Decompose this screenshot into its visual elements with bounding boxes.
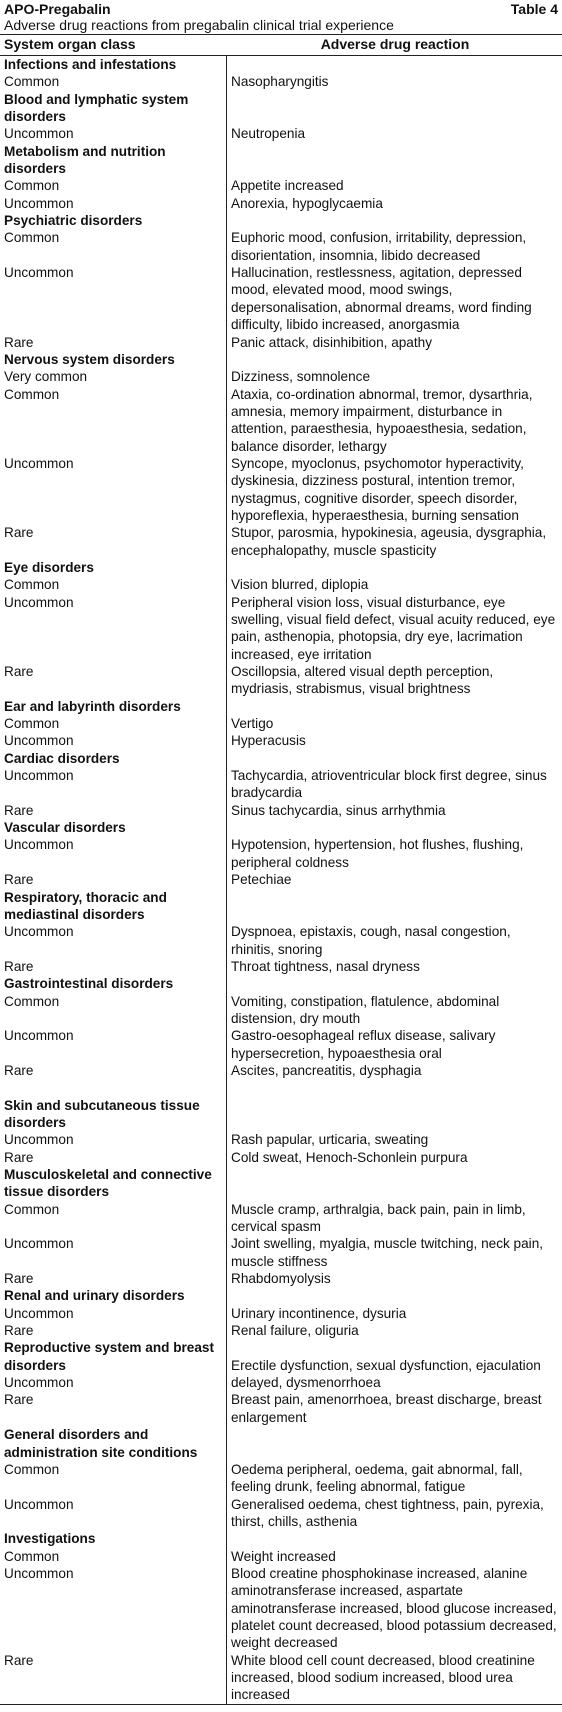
section-header-row — [0, 1097, 562, 1132]
table-row — [0, 1461, 562, 1496]
section-header-row — [0, 91, 562, 126]
section-header: Ear and labyrinth disorders — [4, 698, 181, 714]
table-row — [0, 836, 562, 871]
table-row — [0, 334, 562, 351]
table-caption: Adverse drug reactions from pregabalin clinical trial experience — [4, 17, 394, 33]
section-header-row — [0, 889, 562, 924]
reaction-cell: White blood cell count decreased, blood creatinine increased, blood sodium increased, blood urea increased — [231, 1652, 535, 1703]
frequency-cell: Uncommon — [4, 265, 74, 281]
section-header: Cardiac disorders — [4, 750, 120, 766]
reaction-cell: Oscillopsia, altered visual depth perception, mydriasis, strabismus, visual brightness — [231, 664, 494, 697]
frequency-cell: Common — [4, 993, 60, 1009]
table-row — [0, 923, 562, 958]
reaction-cell: Throat tightness, nasal dryness — [231, 958, 420, 974]
table-row — [0, 386, 562, 455]
reaction-cell: Appetite increased — [231, 178, 344, 194]
frequency-cell: Common — [4, 1201, 60, 1217]
frequency-cell: Common — [4, 577, 60, 593]
table-row — [0, 1149, 562, 1166]
reaction-cell: Breast pain, amenorrhoea, breast discharge, breast enlargement — [231, 1392, 542, 1425]
section-header-row — [0, 750, 562, 767]
reaction-cell: Anorexia, hypoglycaemia — [231, 195, 383, 211]
frequency-cell: Rare — [4, 334, 34, 350]
section-header-row — [0, 1530, 562, 1547]
reaction-cell: Ataxia, co-ordination abnormal, tremor, dysarthria, amnesia, memory impairment, disturbance in attention, paraesthesia, hypoaesthesia, sedation, balance disorder, lethargy — [231, 386, 533, 454]
table-bottom-rule — [0, 1704, 562, 1705]
frequency-cell: Rare — [4, 1323, 34, 1339]
table-row — [0, 229, 562, 264]
frequency-cell: Uncommon — [4, 1496, 74, 1512]
section-header: Vascular disorders — [4, 820, 126, 836]
table-row — [0, 1391, 562, 1426]
table-row — [0, 576, 562, 593]
frequency-cell: Rare — [4, 1271, 34, 1287]
table-number-label: Table 4 — [510, 1, 558, 17]
reaction-cell: Hypotension, hypertension, hot flushes, flushing, peripheral coldness — [231, 837, 524, 870]
frequency-cell: Uncommon — [4, 837, 74, 853]
reaction-cell: Sinus tachycardia, sinus arrhythmia — [231, 802, 446, 818]
table-row — [0, 958, 562, 975]
table-row — [0, 1305, 562, 1322]
reaction-cell: Neutropenia — [231, 126, 306, 142]
frequency-cell: Common — [4, 386, 60, 402]
table-row — [0, 455, 562, 524]
frequency-cell: Rare — [4, 872, 34, 888]
section-header: Renal and urinary disorders — [4, 1288, 185, 1304]
frequency-cell: Uncommon — [4, 126, 74, 142]
section-header-row — [0, 1287, 562, 1304]
reaction-cell: Blood creatine phosphokinase increased, alanine aminotransferase increased, aspartate aminotransferase increased, blood glucose increased, platelet count decreased, blood potassium decreased, weight decreased — [231, 1565, 557, 1651]
reaction-cell: Euphoric mood, confusion, irritability, depression, disorientation, insomnia, libido decreased — [231, 230, 527, 263]
reaction-cell: Tachycardia, atrioventricular block first degree, sinus bradycardia — [231, 768, 547, 801]
frequency-cell: Uncommon — [4, 594, 74, 610]
reaction-cell: Gastro-oesophageal reflux disease, salivary hypersecretion, hypoaesthesia oral — [231, 1028, 496, 1061]
document-title: APO-Pregabalin — [4, 1, 111, 17]
section-header: Respiratory, thoracic and mediastinal disorders — [4, 889, 167, 922]
frequency-cell: Uncommon — [4, 924, 74, 940]
section-header-row — [0, 1339, 562, 1391]
frequency-cell: Uncommon — [4, 195, 74, 211]
table-row — [0, 1062, 562, 1079]
reaction-cell: Rhabdomyolysis — [231, 1271, 331, 1287]
section-header: General disorders and administration site conditions — [4, 1427, 198, 1460]
reaction-cell: Rash papular, urticaria, sweating — [231, 1132, 429, 1148]
section-header-row — [0, 351, 562, 368]
table-row — [0, 1496, 562, 1531]
table-row — [0, 663, 562, 698]
reaction-cell: Vertigo — [231, 716, 274, 732]
section-header-row — [0, 559, 562, 576]
table-row — [0, 993, 562, 1028]
section-header-row — [0, 1166, 562, 1201]
reaction-cell: Urinary incontinence, dysuria — [231, 1305, 407, 1321]
table-row — [0, 195, 562, 212]
frequency-cell: Uncommon — [4, 1028, 74, 1044]
frequency-cell: Common — [4, 74, 60, 90]
frequency-cell: Rare — [4, 664, 34, 680]
frequency-cell: Uncommon — [4, 1305, 74, 1321]
table-row — [0, 368, 562, 385]
table-row — [0, 1131, 562, 1148]
frequency-cell: Uncommon — [4, 1565, 74, 1581]
section-header-row — [0, 212, 562, 229]
column-header-system-organ-class: System organ class — [4, 36, 136, 52]
table-row — [0, 1652, 562, 1704]
frequency-cell: Rare — [4, 1652, 34, 1668]
section-spacer — [0, 1079, 562, 1096]
frequency-cell: Common — [4, 1461, 60, 1477]
table-row — [0, 125, 562, 142]
table-body — [0, 56, 562, 1704]
table-row — [0, 732, 562, 749]
section-header-row — [0, 819, 562, 836]
frequency-cell: Rare — [4, 1392, 34, 1408]
frequency-cell: Uncommon — [4, 1236, 74, 1252]
section-header: Musculoskeletal and connective tissue disorders — [4, 1167, 212, 1200]
section-header: Skin and subcutaneous tissue disorders — [4, 1097, 200, 1130]
table-row — [0, 73, 562, 90]
reaction-cell: Stupor, parosmia, hypokinesia, ageusia, dysgraphia, encephalopathy, muscle spasticity — [231, 525, 547, 558]
table-row — [0, 1027, 562, 1062]
reaction-cell: Joint swelling, myalgia, muscle twitching, neck pain, muscle stiffness — [231, 1236, 544, 1269]
frequency-cell: Uncommon — [4, 1375, 74, 1391]
section-header: Gastrointestinal disorders — [4, 976, 174, 992]
frequency-cell: Rare — [4, 1149, 34, 1165]
reaction-cell: Muscle cramp, arthralgia, back pain, pain in limb, cervical spasm — [231, 1201, 526, 1235]
frequency-cell: Common — [4, 1548, 60, 1564]
frequency-cell: Common — [4, 178, 60, 194]
section-header: Nervous system disorders — [4, 351, 175, 367]
table-row — [0, 802, 562, 819]
reaction-cell: Vision blurred, diplopia — [231, 577, 369, 593]
reaction-cell: Peripheral vision loss, visual disturbance, eye swelling, visual field defect, visual acuity reduced, eye pain, asthenopia, photopsia, dry eye, lacrimation increased, eye irritation — [231, 594, 556, 662]
reaction-cell: Vomiting, constipation, flatulence, abdominal distension, dry mouth — [231, 993, 500, 1026]
table-row — [0, 767, 562, 802]
frequency-cell: Common — [4, 230, 60, 246]
reaction-cell: Renal failure, oliguria — [231, 1323, 359, 1339]
section-header: Investigations — [4, 1531, 96, 1547]
table-row — [0, 1322, 562, 1339]
reaction-cell: Dyspnoea, epistaxis, cough, nasal congestion, rhinitis, snoring — [231, 924, 511, 957]
reaction-cell: Hyperacusis — [231, 733, 306, 749]
reaction-cell: Generalised oedema, chest tightness, pain, pyrexia, thirst, chills, asthenia — [231, 1496, 544, 1529]
reaction-cell: Weight increased — [231, 1548, 336, 1564]
reaction-cell: Panic attack, disinhibition, apathy — [231, 334, 433, 350]
table-row — [0, 1235, 562, 1270]
reaction-cell: Erectile dysfunction, sexual dysfunction, ejaculation delayed, dysmenorrhoea — [231, 1357, 541, 1391]
document-header — [0, 0, 562, 34]
column-header-adverse-drug-reaction: Adverse drug reaction — [320, 36, 470, 52]
reaction-cell: Nasopharyngitis — [231, 74, 329, 90]
section-header: Psychiatric disorders — [4, 213, 143, 229]
frequency-cell: Uncommon — [4, 455, 74, 471]
reaction-cell: Ascites, pancreatitis, dysphagia — [231, 1062, 422, 1078]
section-header-row — [0, 56, 562, 73]
frequency-cell: Uncommon — [4, 1132, 74, 1148]
frequency-cell: Common — [4, 716, 60, 732]
frequency-cell: Uncommon — [4, 768, 74, 784]
table-row — [0, 871, 562, 888]
table-row — [0, 264, 562, 333]
frequency-cell: Rare — [4, 525, 34, 541]
section-header: Reproductive system and breast disorders — [4, 1340, 215, 1373]
reaction-cell: Hallucination, restlessness, agitation, depressed mood, elevated mood, mood swings, depersonalisation, abnormal dreams, word finding difficulty, libido increased, anorgasmia — [231, 265, 532, 333]
section-header: Infections and infestations — [4, 57, 177, 72]
section-header: Metabolism and nutrition disorders — [4, 143, 166, 177]
table-row — [0, 1270, 562, 1287]
section-header: Blood and lymphatic system disorders — [4, 91, 189, 125]
frequency-cell: Very common — [4, 369, 88, 385]
table-column-headers — [0, 34, 562, 56]
reaction-cell: Syncope, myoclonus, psychomotor hyperactivity, dyskinesia, dizziness postural, intention tremor, nystagmus, cognitive disorder, speech disorder, hyporeflexia, hyperaesthesia, burning sensation — [231, 455, 524, 523]
reaction-cell: Dizziness, somnolence — [231, 369, 371, 385]
table-row — [0, 177, 562, 194]
reaction-cell: Petechiae — [231, 872, 292, 888]
section-header-row — [0, 975, 562, 992]
frequency-cell: Rare — [4, 802, 34, 818]
reaction-cell: Oedema peripheral, oedema, gait abnormal, fall, feeling drunk, feeling abnormal, fatigue — [231, 1461, 523, 1495]
section-header-row — [0, 1426, 562, 1461]
section-header-row — [0, 698, 562, 715]
table-row — [0, 524, 562, 559]
section-header-row — [0, 143, 562, 178]
table-row — [0, 1548, 562, 1565]
section-header: Eye disorders — [4, 559, 94, 575]
table-row — [0, 1201, 562, 1236]
table-row — [0, 1565, 562, 1652]
frequency-cell: Rare — [4, 958, 34, 974]
frequency-cell: Uncommon — [4, 733, 74, 749]
table-row — [0, 715, 562, 732]
table-row — [0, 594, 562, 663]
reaction-cell: Cold sweat, Henoch-Schonlein purpura — [231, 1149, 468, 1165]
frequency-cell: Rare — [4, 1062, 34, 1078]
